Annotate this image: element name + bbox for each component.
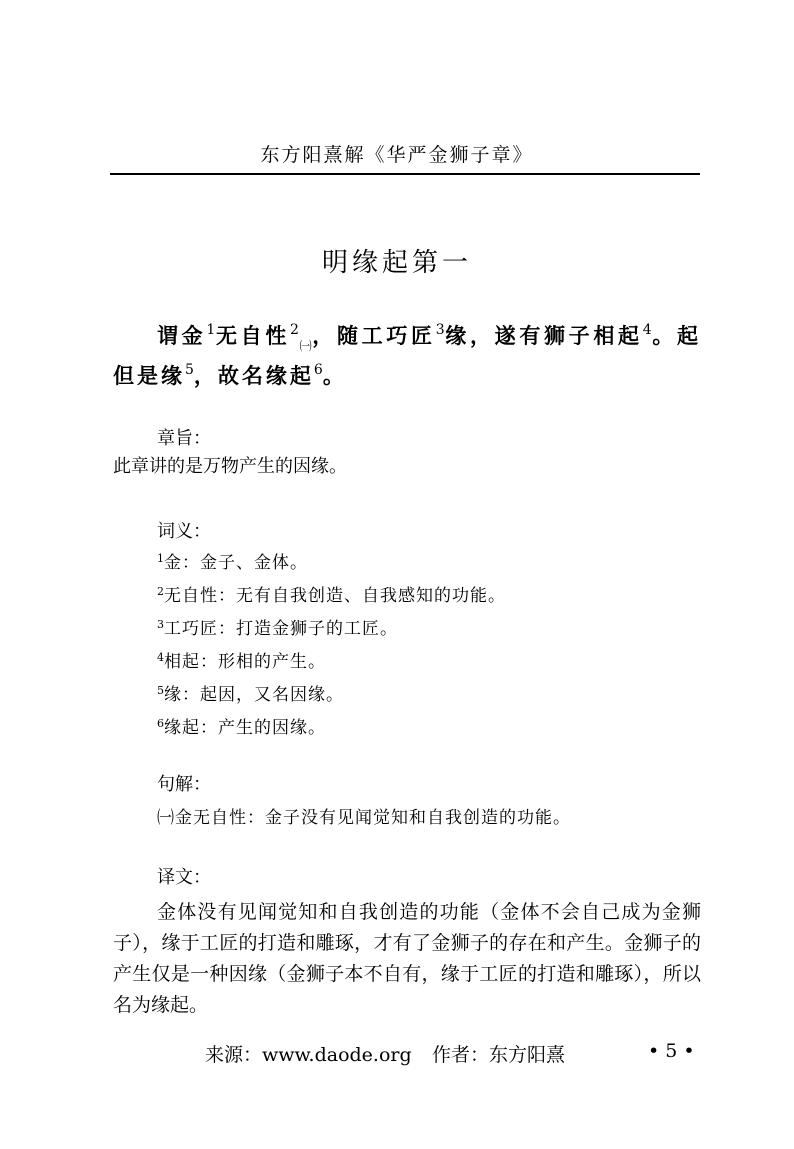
running-header: 东方阳熹解《华严金狮子章》 xyxy=(260,144,534,166)
glossary-item xyxy=(157,647,326,672)
footnote-ref: 3 xyxy=(435,322,445,338)
glossary-number: 2 xyxy=(157,585,164,598)
header-rule xyxy=(110,173,700,175)
glossary-item xyxy=(157,548,308,573)
sentence-note-ref: ㈠ xyxy=(298,339,313,353)
footnote-ref: 1 xyxy=(206,322,216,338)
glossary-number: 4 xyxy=(157,651,164,664)
main-text-segment: 缘，遂有狮子相起 xyxy=(444,323,643,348)
glossary-item xyxy=(157,581,506,606)
main-text-segment: 谓金 xyxy=(157,323,207,348)
sentence-notes-heading: 句解： xyxy=(157,774,211,795)
glossary-text: 金：金子、金体。 xyxy=(164,553,308,573)
sentence-note: ㈠金无自性：金子没有见闻觉知和自我创造的功能。 xyxy=(157,808,571,828)
footnote-ref: 6 xyxy=(313,362,323,378)
main-text-segment: 。 xyxy=(322,363,347,388)
page-number: • 5 • xyxy=(648,1040,695,1062)
glossary-heading: 词义： xyxy=(157,521,211,542)
main-text-segment: ，故名缘起 xyxy=(193,363,314,388)
chapter-title: 明缘起第一 xyxy=(321,248,472,278)
main-text xyxy=(113,316,701,396)
glossary-text: 无自性：无有自我创造、自我感知的功能。 xyxy=(164,586,506,606)
footer-author-label: 作者： xyxy=(432,1044,490,1066)
summary-text: 此章讲的是万物产生的因缘。 xyxy=(113,456,347,477)
footnote-ref: 2 xyxy=(290,322,299,338)
footnote-ref: 4 xyxy=(642,322,652,338)
glossary-item xyxy=(157,680,344,705)
footer-author-name: 东方阳熹 xyxy=(489,1044,566,1066)
glossary-number: 5 xyxy=(157,684,164,697)
footer-source xyxy=(205,1040,412,1067)
glossary-number: 3 xyxy=(157,618,164,631)
footer-source-url[interactable]: www.daode.org xyxy=(262,1044,412,1066)
footnote-ref: 5 xyxy=(185,362,194,378)
glossary-text: 缘起：产生的因缘。 xyxy=(164,718,326,738)
translation-text: 金体没有见闻觉知和自我创造的功能（金体不会自己成为金狮子），缘于工匠的打造和雕琢，才有了金狮子的存在和产生。金狮子的产生仅是一种因缘（金狮子本不自有，缘于工匠的打造和雕琢），所以名为缘起。 xyxy=(113,901,701,1016)
main-text-segment: 无自性 xyxy=(215,323,290,348)
footer-source-label: 来源： xyxy=(205,1044,263,1066)
summary-heading: 章旨： xyxy=(157,428,211,449)
main-text-segment: 。起但是缘 xyxy=(113,323,702,388)
main-text-segment: ，随工巧匠 xyxy=(312,323,436,348)
glossary-number: 6 xyxy=(157,717,164,730)
glossary-item xyxy=(157,614,398,639)
glossary-item xyxy=(157,713,326,738)
glossary-number: 1 xyxy=(157,552,164,565)
footer-author xyxy=(432,1040,565,1067)
glossary-text: 相起：形相的产生。 xyxy=(164,652,326,672)
glossary-text: 缘：起因，又名因缘。 xyxy=(164,685,344,705)
translation-heading: 译文： xyxy=(157,867,211,888)
glossary-text: 工巧匠：打造金狮子的工匠。 xyxy=(164,619,398,639)
